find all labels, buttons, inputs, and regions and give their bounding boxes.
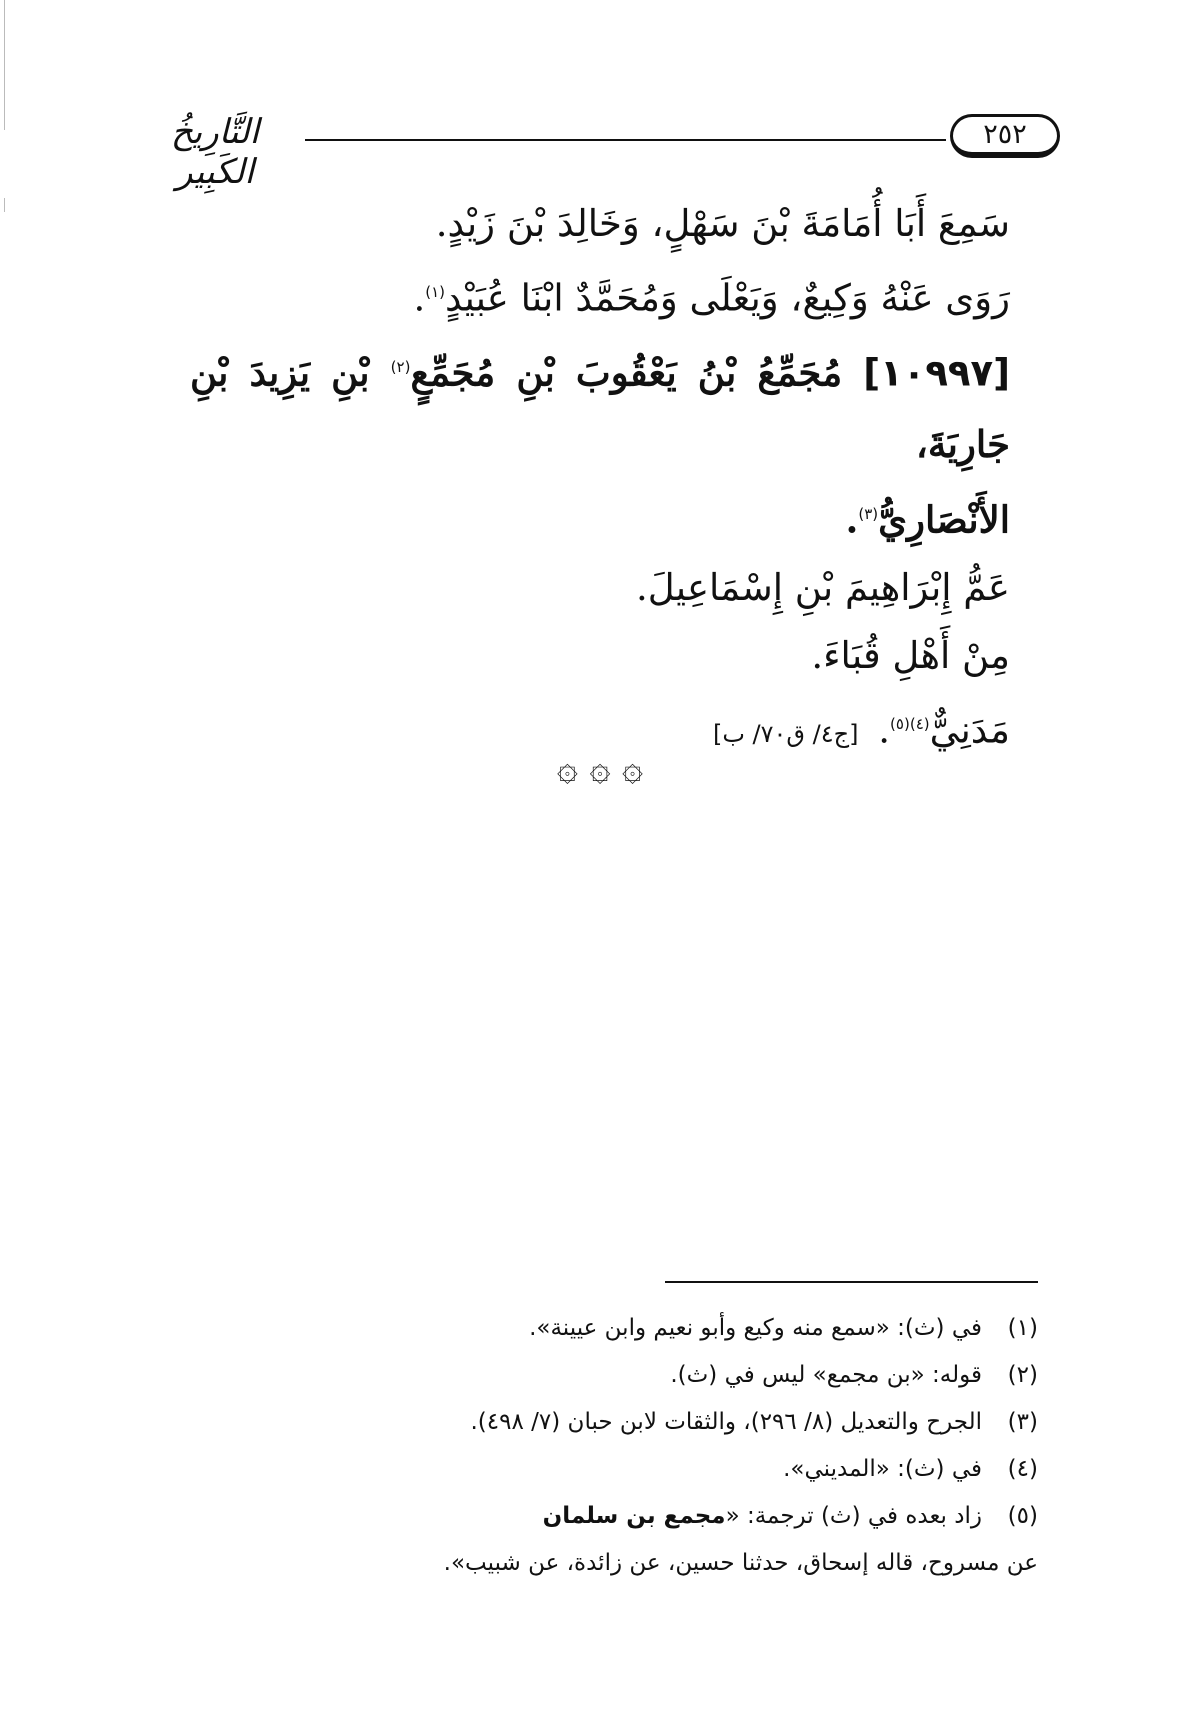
text-line: [190, 622, 1010, 690]
page-number: ٢٥٢: [950, 114, 1060, 158]
entry-number: [١٠٩٩٧]: [863, 351, 1011, 395]
main-text: [190, 190, 1010, 768]
text-line: [190, 258, 1010, 332]
footnote: [168, 1446, 1038, 1493]
text-line: [190, 554, 1010, 622]
footnote-text: في (ث): «المديني».: [783, 1456, 982, 1482]
footnote-ref: (٢): [390, 358, 411, 377]
entry-heading: [190, 332, 1010, 554]
line-text: عَمُّ إِبْرَاهِيمَ بْنِ إِسْمَاعِيلَ.: [636, 565, 1010, 609]
footnote-text-plain: زاد بعده في (ث) ترجمة: «: [725, 1503, 982, 1529]
entry-name: مُجَمِّعُ بْنُ يَعْقُوبَ بْنِ مُجَمِّعٍ: [410, 350, 843, 395]
section-ornament-icon: ۞ ۞ ۞: [556, 748, 644, 789]
footnote-ref: (٤)(٥): [890, 714, 930, 733]
page-edge-mark: [4, 198, 5, 212]
entry-nisba: الأَنْصَارِيُّ: [878, 496, 1010, 541]
entry-name-line2: [190, 479, 1010, 554]
footnote-text-bold: مجمع بن سلمان: [542, 1503, 726, 1529]
footnote-number: (٥): [1007, 1503, 1038, 1529]
entry-name-cont: بْنِ يَزِيدَ بْنِ جَارِيَةَ،: [190, 350, 1010, 466]
footnote-number: (٢): [1007, 1362, 1038, 1388]
footnote: [168, 1352, 1038, 1399]
footnote-number: (٤): [1007, 1456, 1038, 1482]
page-header: [130, 112, 1060, 192]
manuscript-folio: [ج٤/ ق٧٠/ ب]: [712, 720, 859, 749]
line-punct: .: [878, 708, 891, 752]
footnote: [168, 1399, 1038, 1446]
footnote-ref: (١): [425, 283, 446, 301]
footnote-ref: (٣): [858, 504, 879, 523]
footnote-number: (٣): [1007, 1409, 1038, 1435]
line-punct: .: [845, 496, 859, 541]
footnote-text: الجرح والتعديل (٨/ ٢٩٦)، والثقات لابن حبان (٧/ ٤٩٨).: [470, 1409, 982, 1435]
footnote-continuation: عن مسروح، قاله إسحاق، حدثنا حسين، عن زائدة، عن شبيب».: [443, 1550, 1038, 1576]
footnote-text: [168, 1493, 982, 1540]
footnote-rule: [665, 1281, 1038, 1283]
line-text: مَدَنِيٌّ: [929, 708, 1010, 752]
line-text: رَوَى عَنْهُ وَكِيعٌ، وَيَعْلَى وَمُحَمَّدٌ ابْنَا عُبَيْدٍ: [445, 276, 1010, 320]
line-text: مِنْ أَهْلِ قُبَاءَ.: [811, 633, 1010, 677]
line-text: سَمِعَ أَبَا أُمَامَةَ بْنَ سَهْلٍ، وَخَالِدَ بْنَ زَيْدٍ.: [435, 202, 1010, 245]
footnote-text: في (ث): «سمع منه وكيع وأبو نعيم وابن عيينة».: [529, 1315, 982, 1341]
running-title: التَّارِيخُ الكَبِير: [170, 112, 260, 192]
footnote-text: قوله: «بن مجمع» ليس في (ث).: [670, 1362, 982, 1388]
page-edge-mark: [4, 0, 5, 130]
footnotes: [168, 1305, 1038, 1587]
header-rule: [305, 139, 946, 141]
footnote: [168, 1493, 1038, 1540]
footnote-number: (١): [1007, 1315, 1038, 1341]
line-punct: .: [413, 276, 426, 320]
footnote: [168, 1305, 1038, 1352]
text-line: [190, 190, 1010, 258]
